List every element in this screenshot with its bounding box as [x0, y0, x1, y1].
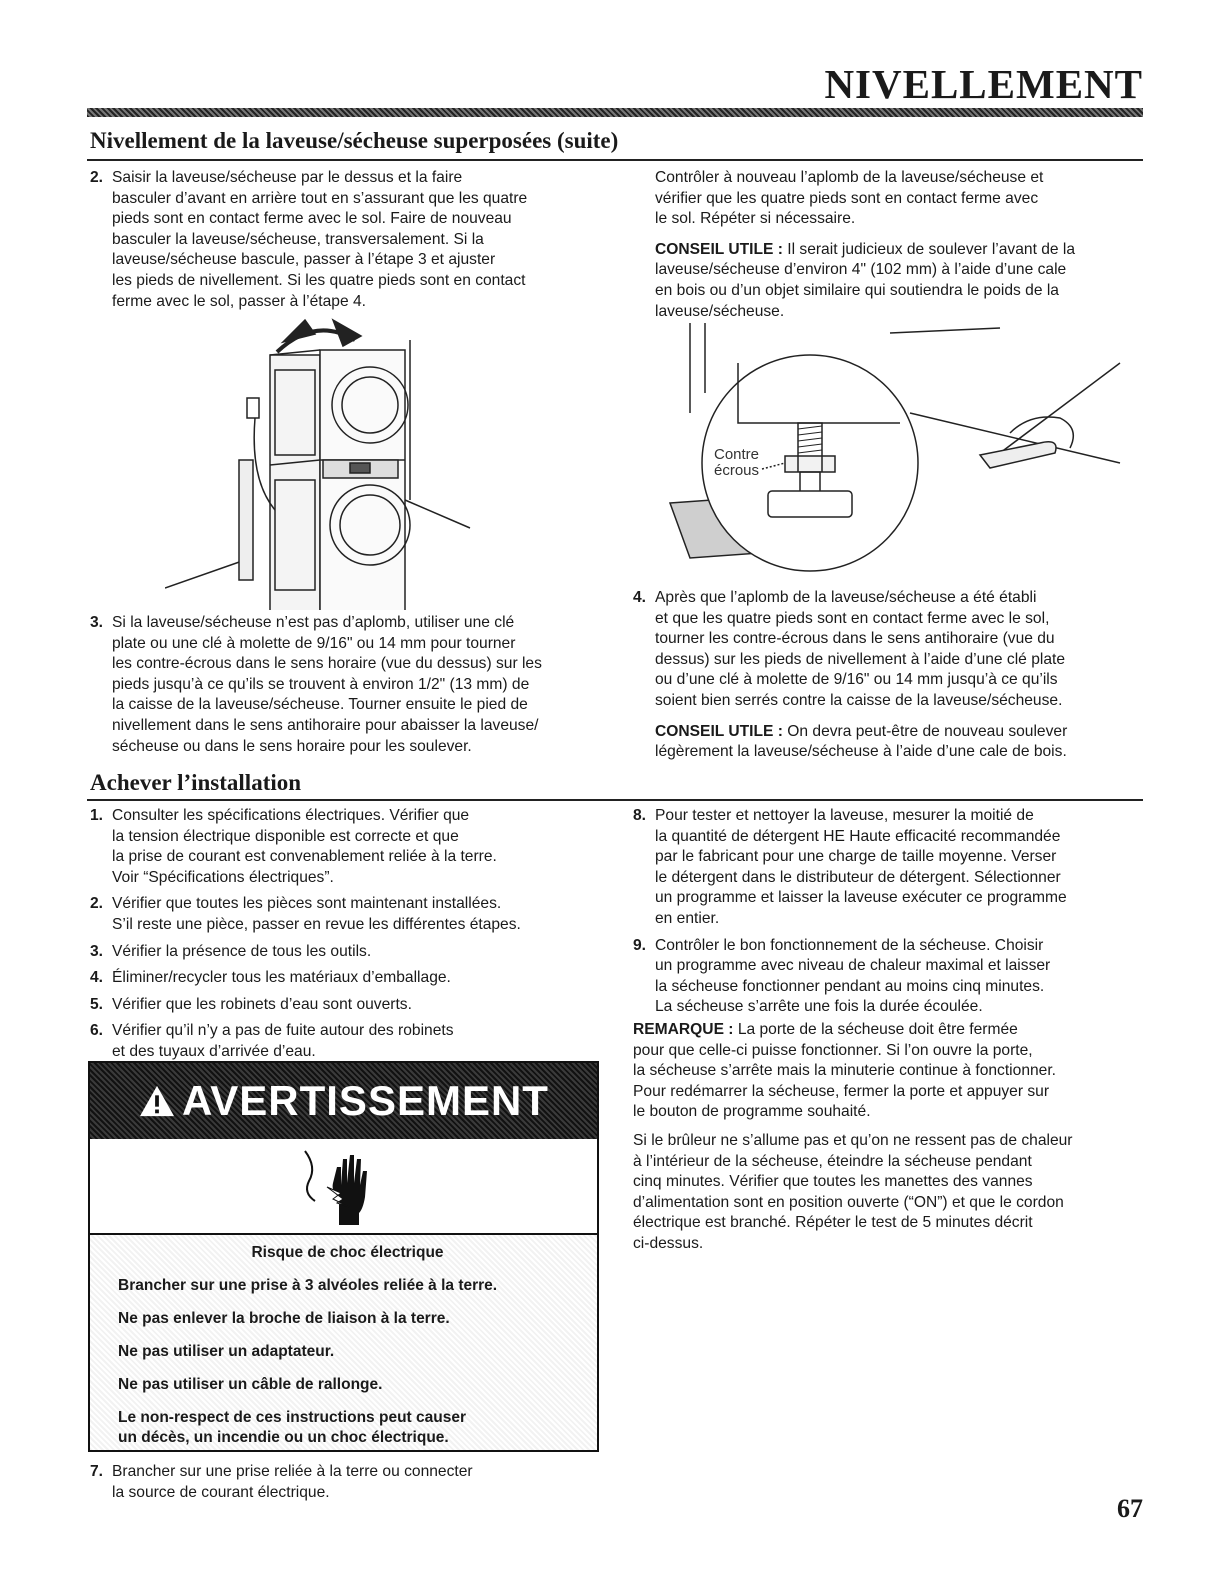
finish-step: [90, 968, 610, 989]
text-line: la tension électrique disponible est correcte et que: [112, 827, 459, 845]
finish-right-column: [633, 806, 1148, 1254]
warning-text: [118, 1243, 577, 1448]
step-number: 4.: [90, 969, 104, 987]
text-line: Vérifier que les robinets d’eau sont ouverts.: [112, 995, 412, 1013]
text-line: pieds sont en contact ferme avec le sol. Faire de nouveau: [112, 210, 512, 228]
text-line: Le non-respect de ces instructions peut causer: [118, 1409, 466, 1426]
leveling-feet-illustration: [650, 323, 1130, 573]
text-line: Contrôler le bon fonctionnement de la sécheuse. Choisir: [655, 936, 1044, 954]
text-line: basculer la laveuse/sécheuse, transversalement. Si la: [112, 230, 484, 248]
text-line: Voir “Spécifications électriques”.: [112, 868, 334, 886]
text-line: la quantité de détergent HE Haute efficacité recommandée: [655, 827, 1061, 845]
text-line: le bouton de programme souhaité.: [633, 1103, 871, 1121]
text-line: un programme et laisser la laveuse exécuter ce programme: [655, 889, 1067, 907]
page-title: NIVELLEMENT: [824, 61, 1143, 107]
step-number: 6.: [90, 1022, 104, 1040]
step-number: 9.: [633, 936, 647, 954]
step-3: [90, 613, 605, 757]
text-line: la caisse de la laveuse/sécheuse. Tourner ensuite le pied de: [112, 696, 528, 714]
step-2: [90, 168, 600, 312]
text-line: La sécheuse s’arrête une fois la durée écoulée.: [655, 998, 983, 1016]
text-line: cinq minutes. Vérifier que toutes les manettes des vannes: [633, 1173, 1033, 1191]
section-heading-leveling: Nivellement de la laveuse/sécheuse superposées (suite): [90, 128, 619, 153]
step-number: 2.: [90, 169, 104, 186]
text-line: par le fabricant pour une charge de taille moyenne. Verser: [655, 848, 1057, 866]
step-number: 2.: [90, 895, 104, 913]
step-4-block: [633, 588, 1148, 763]
text-line: plate ou une clé à molette de 9/16" ou 14 mm pour tourner: [112, 634, 516, 652]
text-line: la sécheuse s’arrête mais la minuterie continue à fonctionner.: [633, 1062, 1056, 1080]
text-line: les pieds de nivellement. Si les quatre pieds sont en contact: [112, 271, 526, 289]
note-label: REMARQUE :: [633, 1020, 734, 1038]
step-number: 8.: [633, 807, 647, 824]
finish-step: [90, 942, 610, 963]
text-line: tourner les contre-écrous dans le sens antihoraire (vue du: [655, 630, 1055, 648]
section-rule: [87, 159, 1143, 161]
text-line: Après que l’aplomb de la laveuse/sécheuse a été établi: [655, 589, 1037, 606]
text-line: d’alimentation sont en position ouverte (“ON”) et que le cordon: [633, 1193, 1064, 1211]
right-intro-block: [655, 168, 1150, 332]
text-line: ou d’une clé à molette de 9/16" ou 14 mm jusqu’à ce qu’ils: [655, 671, 1058, 689]
warning-box: [88, 1061, 599, 1452]
text-line: un décès, un incendie ou un choc électrique.: [118, 1429, 449, 1446]
warning-title: AVERTISSEMENT: [182, 1077, 549, 1124]
text-line: vérifier que les quatre pieds sont en contact ferme avec: [655, 189, 1039, 207]
step-number: 3.: [90, 614, 104, 631]
tip-label: CONSEIL UTILE :: [655, 240, 783, 258]
contre-label-line-1: Contre: [714, 446, 760, 463]
text-line: la source de courant électrique.: [112, 1483, 330, 1501]
step-2-block: [90, 168, 600, 312]
stacked-washer-dryer-illustration: [165, 310, 475, 610]
warning-triangle-icon: [138, 1084, 176, 1118]
text-line: le sol. Répéter si nécessaire.: [655, 210, 856, 228]
warning-header: [90, 1063, 597, 1139]
text-line: à l’intérieur de la sécheuse, éteindre la sécheuse pendant: [633, 1152, 1032, 1170]
text-line: un programme avec niveau de chaleur maximal et laisser: [655, 957, 1051, 975]
step-4: [633, 588, 1148, 712]
text-line: laveuse/sécheuse d’environ 4" (102 mm) à l’aide d’une cale: [655, 261, 1067, 279]
text-line: le détergent dans le distributeur de détergent. Sélectionner: [655, 868, 1061, 886]
text-line: électrique est branché. Répéter le test de 5 minutes décrit: [633, 1214, 1033, 1232]
step-number: 5.: [90, 995, 104, 1013]
intro-paragraph: [655, 168, 1150, 230]
text-line: Saisir la laveuse/sécheuse par le dessus et la faire: [112, 169, 463, 186]
step-9: [633, 936, 1148, 1018]
finish-step: [90, 995, 610, 1016]
tip-2-paragraph: [633, 722, 1148, 763]
text-line: laveuse/sécheuse bascule, passer à l’étape 3 et ajuster: [112, 251, 496, 269]
text-line: laveuse/sécheuse.: [655, 302, 785, 320]
warning-line: Ne pas utiliser un câble de rallonge.: [118, 1376, 383, 1393]
step-3-block: [90, 613, 605, 757]
text-line: Pour redémarrer la sécheuse, fermer la porte et appuyer sur: [633, 1082, 1050, 1100]
section-heading-finish: Achever l’installation: [90, 770, 302, 795]
step-7-block: [90, 1462, 610, 1503]
text-line: Vérifier la présence de tous les outils.: [112, 942, 372, 960]
text-line: la prise de courant est convenablement reliée à la terre.: [112, 848, 497, 866]
step-number: 4.: [633, 589, 647, 606]
tip-paragraph: [655, 240, 1150, 322]
text-line: Éliminer/recycler tous les matériaux d’emballage.: [112, 969, 451, 987]
text-line: nivellement dans le sens antihoraire pour abaisser la laveuse/: [112, 716, 539, 734]
section-rule: [87, 799, 1143, 801]
finish-step: [90, 894, 610, 935]
text-line: en entier.: [655, 909, 720, 927]
text-line: sécheuse ou dans le sens horaire pour les soulever.: [112, 737, 472, 755]
text-line: ferme avec le sol, passer à l’étape 4.: [112, 292, 366, 310]
tip-label: CONSEIL UTILE :: [655, 722, 783, 740]
text-line: ci-dessus.: [633, 1234, 704, 1252]
text-line: Contrôler à nouveau l’aplomb de la laveuse/sécheuse et: [655, 169, 1044, 186]
step-number: 3.: [90, 942, 104, 960]
finish-step: [90, 806, 610, 888]
page-number: 67: [1117, 1494, 1143, 1523]
text-line: légèrement la laveuse/sécheuse à l’aide d’une cale de bois.: [655, 743, 1067, 761]
text-line: Si la laveuse/sécheuse n’est pas d’aplomb, utiliser une clé: [112, 614, 515, 631]
text-line: la sécheuse fonctionner pendant au moins cinq minutes.: [655, 977, 1045, 995]
text-line: S’il reste une pièce, passer en revue les différentes étapes.: [112, 915, 521, 933]
text-line: Consulter les spécifications électriques. Vérifier que: [112, 807, 470, 824]
finish-step: [90, 1021, 610, 1062]
finish-steps-list: [90, 806, 610, 1069]
warning-risk: Risque de choc électrique: [251, 1244, 444, 1261]
text-line: Si le brûleur ne s’allume pas et qu’on ne ressent pas de chaleur: [633, 1131, 1073, 1149]
step-number: 7.: [90, 1463, 104, 1480]
text-line: Il serait judicieux de soulever l’avant de la: [782, 240, 1076, 258]
final-paragraph: [633, 1131, 1148, 1255]
step-number: 1.: [90, 807, 104, 824]
warning-line: Ne pas enlever la broche de liaison à la terre.: [118, 1310, 450, 1327]
text-line: pieds jusqu’à ce qu’ils se trouvent à environ 1/2" (13 mm) de: [112, 675, 530, 693]
warning-line: Ne pas utiliser un adaptateur.: [118, 1343, 335, 1360]
contre-label-line-2: écrous: [714, 462, 760, 479]
warning-consequence: [118, 1408, 577, 1448]
text-line: et des tuyaux d’arrivée d’eau.: [112, 1042, 316, 1060]
text-line: soient bien serrés contre la caisse de la laveuse/sécheuse.: [655, 691, 1063, 709]
text-line: et que les quatre pieds sont en contact ferme avec le sol,: [655, 609, 1050, 627]
text-line: basculer d’avant en arrière tout en s’assurant que les quatre: [112, 189, 528, 207]
text-line: les contre-écrous dans le sens horaire (vue du dessus) sur les: [112, 655, 542, 673]
electric-shock-hand-icon: [297, 1147, 387, 1227]
text-line: Pour tester et nettoyer la laveuse, mesurer la moitié de: [655, 807, 1034, 824]
text-line: dessus) sur les pieds de nivellement à l’aide d’une clé plate: [655, 650, 1066, 668]
note-paragraph: [633, 1020, 1148, 1123]
warning-line: Brancher sur une prise à 3 alvéoles reliée à la terre.: [118, 1277, 498, 1294]
step-8: [633, 806, 1148, 930]
text-line: On devra peut-être de nouveau soulever: [782, 722, 1068, 740]
title-rule: [87, 108, 1143, 117]
text-line: Vérifier qu’il n’y a pas de fuite autour des robinets: [112, 1022, 454, 1040]
text-line: en bois ou d’un objet similaire qui soutiendra le poids de la: [655, 281, 1059, 299]
text-line: pour que celle-ci puisse fonctionner. Si l’on ouvre la porte,: [633, 1041, 1033, 1059]
text-line: Vérifier que toutes les pièces sont maintenant installées.: [112, 895, 502, 913]
text-line: Brancher sur une prise reliée à la terre ou connecter: [112, 1463, 473, 1480]
step-7: [90, 1462, 610, 1503]
text-line: La porte de la sécheuse doit être fermée: [733, 1020, 1018, 1038]
